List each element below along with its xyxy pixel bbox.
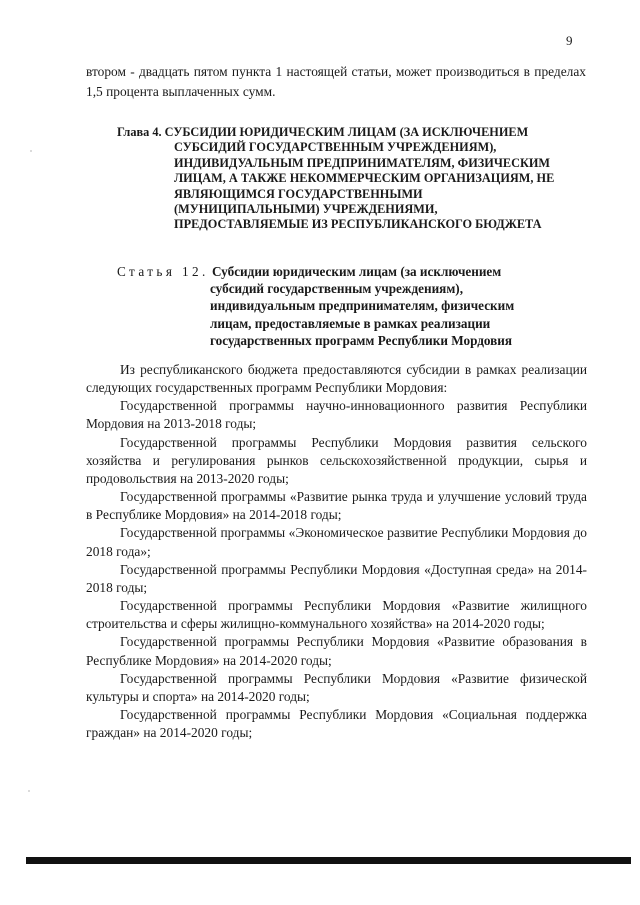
article-body	[86, 361, 587, 742]
body-paragraph: Государственной программы Республики Мордовия «Развитие жилищного строительства и сферы жилищно-коммунального хозяйства» на 2014-2020 годы;	[86, 598, 587, 632]
scan-speck	[28, 790, 30, 792]
article-title-line: Субсидии юридическим лицам (за исключением	[211, 264, 502, 279]
chapter-heading	[117, 125, 587, 233]
chapter-heading-line: ЛИЦАМ, А ТАКЖЕ НЕКОММЕРЧЕСКИМ ОРГАНИЗАЦИЯМ, НЕ	[174, 171, 555, 186]
chapter-heading-line: ПРЕДОСТАВЛЯЕМЫЕ ИЗ РЕСПУБЛИКАНСКОГО БЮДЖЕТА	[174, 217, 542, 232]
page-number: 9	[566, 33, 573, 48]
chapter-heading-line: СУБСИДИЙ ГОСУДАРСТВЕННЫМ УЧРЕЖДЕНИЯМ),	[174, 140, 497, 155]
article-title-line: индивидуальным предпринимателям, физическим	[210, 298, 515, 314]
article-title-line: субсидий государственным учреждениям),	[210, 281, 463, 297]
body-paragraph: Государственной программы научно-инновационного развития Республики Мордовия на 2013-2018 годы;	[86, 398, 587, 432]
chapter-heading-line: Глава 4. СУБСИДИИ ЮРИДИЧЕСКИМ ЛИЦАМ (ЗА ИСКЛЮЧЕНИЕМ	[117, 125, 529, 139]
chapter-heading-line: (МУНИЦИПАЛЬНЫМИ) УЧРЕЖДЕНИЯМИ,	[174, 202, 438, 217]
chapter-heading-line: ИНДИВИДУАЛЬНЫМ ПРЕДПРИНИМАТЕЛЯМ, ФИЗИЧЕСКИМ	[174, 155, 551, 170]
chapter-heading-line: ЯВЛЯЮЩИМСЯ ГОСУДАРСТВЕННЫМИ	[174, 186, 423, 201]
body-paragraph: Государственной программы Республики Мордовия «Доступная среда» на 2014-2018 годы;	[86, 561, 587, 595]
article-title-line: государственных программ Республики Мордовия	[210, 332, 513, 348]
body-paragraph: Государственной программы Республики Мордовия «Развитие физической культуры и спорта» на 2014-2020 годы;	[86, 670, 587, 704]
body-paragraph: Государственной программы Республики Мордовия «Развитие образования в Республике Мордовия» на 2014-2020 годы;	[86, 634, 587, 668]
article-title-line: лицам, предоставляемые в рамках реализации	[210, 315, 491, 331]
body-paragraph: Государственной программы «Экономическое развитие Республики Мордовия до 2018 года»;	[86, 525, 587, 559]
intro-paragraph: втором - двадцать пятом пункта 1 настоящей статьи, может производиться в пределах 1,5 процента выплаченных сумм.	[86, 64, 586, 99]
body-paragraph: Государственной программы «Развитие рынка труда и улучшение условий труда в Республике Мордовия» на 2014-2018 годы;	[86, 489, 587, 523]
article-heading	[117, 263, 587, 349]
article-label: Статья 12.	[117, 264, 209, 279]
body-paragraph: Из республиканского бюджета предоставляются субсидии в рамках реализации следующих государственных программ Республики Мордовия:	[86, 362, 587, 396]
body-paragraph: Государственной программы Республики Мордовия развития сельского хозяйства и регулирования рынков сельскохозяйственной продукции, сырья и продовольствия на 2013-2020 годы;	[86, 434, 587, 486]
body-paragraph: Государственной программы Республики Мордовия «Социальная поддержка граждан» на 2014-2020 годы;	[86, 706, 587, 741]
scan-speck	[30, 150, 32, 152]
page-bottom-rule	[26, 857, 631, 864]
